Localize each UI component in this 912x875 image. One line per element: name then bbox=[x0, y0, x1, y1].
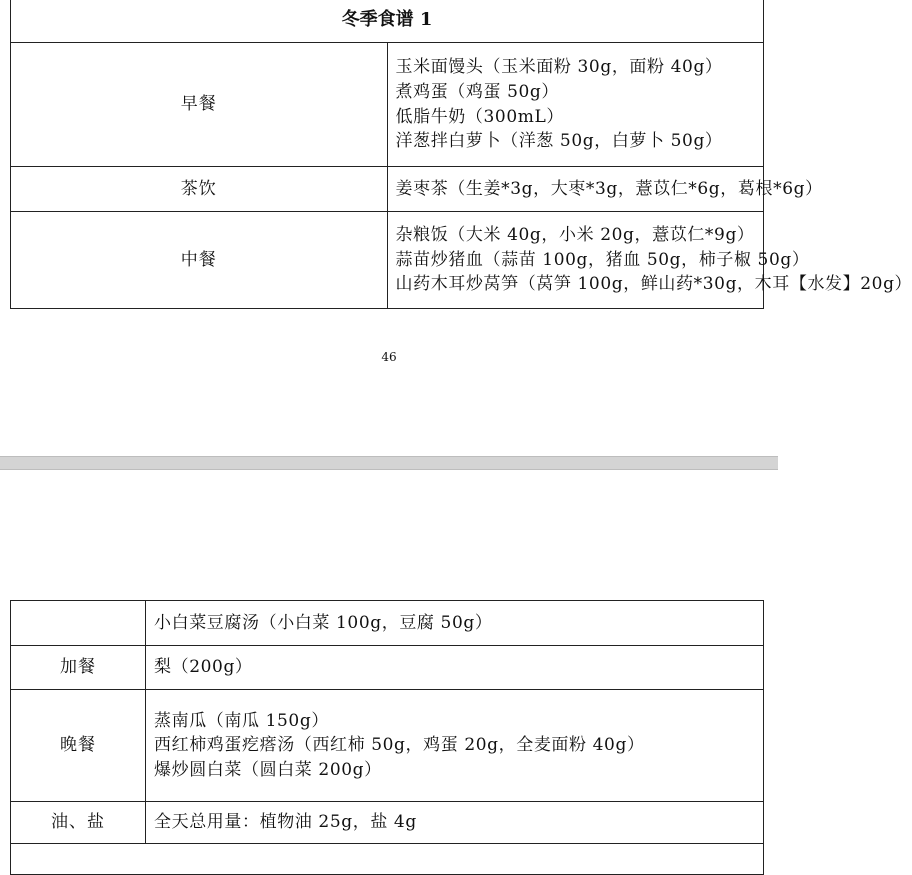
food-item: 姜枣茶（生姜*3g，大枣*3g，薏苡仁*6g，葛根*6g） bbox=[395, 178, 823, 199]
meal-label-dinner: 晚餐 bbox=[60, 735, 96, 756]
food-item: 全天总用量：植物油 25g，盐 4g bbox=[154, 812, 417, 833]
food-item: 煮鸡蛋（鸡蛋 50g） bbox=[395, 81, 560, 102]
truncated-cell bbox=[11, 844, 764, 875]
food-item: 梨（200g） bbox=[154, 657, 253, 678]
meal-cell bbox=[11, 646, 146, 690]
food-item: 山药木耳炒莴笋（莴笋 100g，鲜山药*30g，木耳【水发】20g） bbox=[395, 274, 912, 295]
food-item: 蒜苗炒猪血（蒜苗 100g，猪血 50g，柿子椒 50g） bbox=[395, 249, 810, 270]
meal-cell bbox=[11, 212, 388, 309]
meal-cell bbox=[11, 690, 146, 802]
table-row-truncated bbox=[11, 844, 764, 875]
food-item: 杂粮饭（大米 40g，小米 20g，薏苡仁*9g） bbox=[395, 225, 755, 246]
page-separator bbox=[0, 456, 778, 470]
menu-title-row bbox=[11, 0, 764, 43]
meal-label-snack: 加餐 bbox=[60, 657, 96, 678]
meal-label-tea: 茶饮 bbox=[180, 178, 217, 199]
food-item: 小白菜豆腐汤（小白菜 100g，豆腐 50g） bbox=[154, 612, 493, 633]
table-row-lunch bbox=[11, 212, 764, 309]
food-items-cell bbox=[387, 167, 823, 212]
food-item: 蒸南瓜（南瓜 150g） bbox=[154, 710, 329, 731]
food-items-cell bbox=[387, 212, 912, 309]
table-row-snack bbox=[11, 646, 764, 690]
food-item: 玉米面馒头（玉米面粉 30g，面粉 40g） bbox=[395, 57, 723, 78]
meal-label-lunch: 中餐 bbox=[180, 249, 217, 270]
menu-title: 冬季食谱 1 bbox=[11, 0, 764, 43]
page-number: 46 bbox=[381, 350, 397, 364]
winter-menu-table bbox=[10, 0, 912, 309]
meal-label-oil-salt: 油、盐 bbox=[51, 812, 105, 833]
winter-menu-table-continued bbox=[10, 600, 764, 875]
meal-cell bbox=[11, 167, 388, 212]
meal-cell bbox=[11, 802, 146, 844]
table-row-oil-salt bbox=[11, 802, 764, 844]
table-row-tea bbox=[11, 167, 764, 212]
food-items-cell bbox=[146, 646, 764, 690]
food-items-cell bbox=[146, 601, 764, 646]
food-item: 爆炒圆白菜（圆白菜 200g） bbox=[154, 759, 382, 780]
table-row-lunch-continued bbox=[11, 601, 764, 646]
document-page-47 bbox=[0, 470, 778, 850]
food-item: 西红柿鸡蛋疙瘩汤（西红柿 50g，鸡蛋 20g，全麦面粉 40g） bbox=[154, 735, 645, 756]
food-item: 洋葱拌白萝卜（洋葱 50g，白萝卜 50g） bbox=[395, 131, 723, 152]
meal-label-breakfast: 早餐 bbox=[180, 94, 217, 115]
food-item: 低脂牛奶（300mL） bbox=[395, 106, 564, 127]
meal-cell bbox=[11, 43, 388, 167]
meal-cell bbox=[11, 601, 146, 646]
table-row-breakfast bbox=[11, 43, 764, 167]
food-items-cell bbox=[146, 802, 764, 844]
table-row-dinner bbox=[11, 690, 764, 802]
food-items-cell bbox=[146, 690, 764, 802]
food-items-cell bbox=[387, 43, 764, 167]
